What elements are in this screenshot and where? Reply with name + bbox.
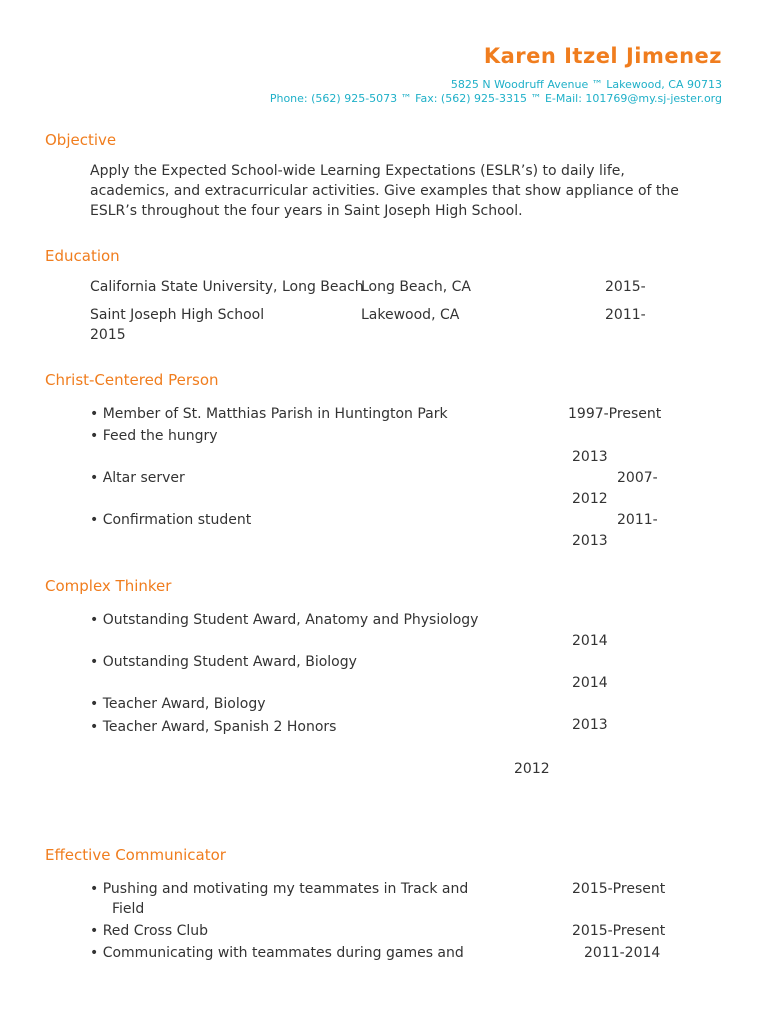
list-item-years: 2007- [617, 470, 658, 486]
list-item: • Feed the hungry [90, 428, 218, 444]
list-item-years: 2014 [572, 633, 608, 649]
list-item: • Member of St. Matthias Parish in Huntington Park [90, 406, 448, 422]
list-item-years-cont: 2013 [572, 533, 608, 549]
list-item: • Red Cross Club [90, 923, 209, 939]
list-item: • Outstanding Student Award, Anatomy and Physiology [90, 612, 479, 628]
education-years: 2011- [605, 307, 646, 323]
list-item-years: 2011- [617, 512, 658, 528]
list-item-years: 2012 [514, 761, 550, 777]
list-item-years: 1997-Present [568, 406, 662, 422]
section-heading-christ-centered: Christ-Centered Person [45, 371, 219, 389]
list-item: • Altar server [90, 470, 185, 486]
list-item: • Outstanding Student Award, Biology [90, 654, 357, 670]
resume-name: Karen Itzel Jimenez [483, 44, 722, 68]
education-location: Long Beach, CA [361, 279, 471, 295]
education-school: California State University, Long Beach [90, 279, 364, 295]
list-item-years: 2011-2014 [584, 945, 661, 961]
education-school: Saint Joseph High School [90, 307, 265, 323]
list-item: • Pushing and motivating my teammates in Track and [90, 881, 469, 897]
section-heading-effective-communicator: Effective Communicator [45, 846, 226, 864]
objective-text: Apply the Expected School-wide Learning Expectations (ESLR’s) to daily life, academics, and extracurricular activities. Give examples that show appliance of the ESLR’s throughout the four years in Saint Joseph High School. [90, 163, 679, 219]
education-years: 2015- [605, 279, 646, 295]
list-item-cont: Field [112, 901, 145, 917]
list-item-years-cont: 2012 [572, 491, 608, 507]
list-item-years: 2013 [572, 717, 608, 733]
section-heading-complex-thinker: Complex Thinker [45, 577, 172, 595]
section-heading-education: Education [45, 247, 120, 265]
list-item-years: 2015-Present [572, 881, 666, 897]
list-item-years: 2014 [572, 675, 608, 691]
education-years-cont: 2015 [90, 327, 126, 343]
section-heading-objective: Objective [45, 131, 117, 149]
list-item: • Communicating with teammates during games and [90, 945, 464, 961]
list-item: • Confirmation student [90, 512, 252, 528]
contact-line: Phone: (562) 925-5073 ™ Fax: (562) 925-3315 ™ E-Mail: 101769@my.sj-jester.org [269, 92, 722, 105]
education-location: Lakewood, CA [361, 307, 460, 323]
list-item-years: 2013 [572, 449, 608, 465]
list-item: • Teacher Award, Spanish 2 Honors [90, 719, 337, 735]
list-item: • Teacher Award, Biology [90, 696, 266, 712]
list-item-years: 2015-Present [572, 923, 666, 939]
address-line: 5825 N Woodruff Avenue ™ Lakewood, CA 90713 [450, 78, 722, 91]
